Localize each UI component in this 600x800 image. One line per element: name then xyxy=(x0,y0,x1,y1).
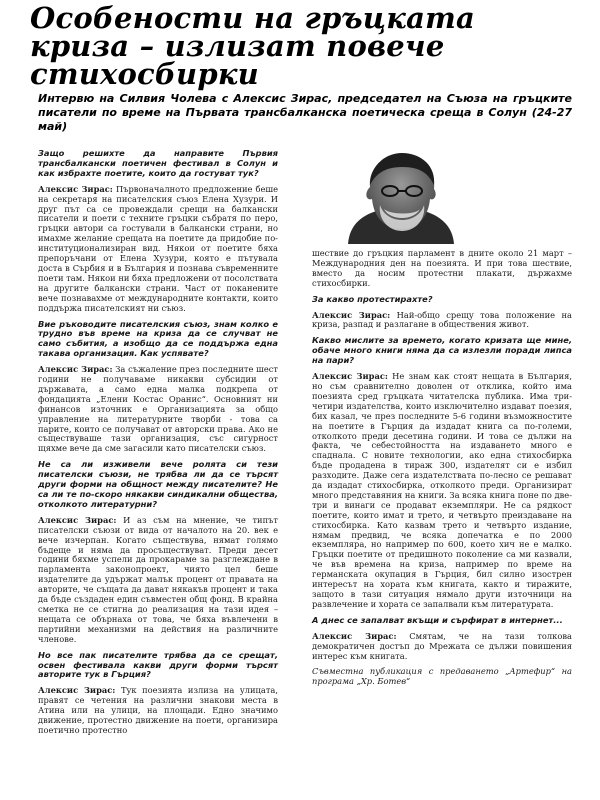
article-lead: Интервю на Силвия Чолева с Алексис Зирас, председател на Съюза на гръцките писатели по време на Първата трансбалканска поетическа среща в Солун (24-27 май) xyxy=(38,92,572,133)
answer-3: Алексис Зирас: И аз съм на мнение, че типът писателски съюзи от вида от началото на 20. век е вече изчерпан. Когато съществува, нямат голямо бъдеще и няма да просъществуват. Преди десет години бяхме успели да прокараме за разглеждане в парламента законопроект, чиято цел беше издателите да удържат малък процент от правата на авторите, че същата да дават някакъв процент и така да бъде създаден един съвместен общ фонд. В крайна сметка не се стигна до реализация на тази идея – нещата се обърнаха от това, че бяха въвлечени в партийни механизми на действия на различните членове. xyxy=(38,514,278,644)
question-4: Но все пак писателите трябва да се срещат, освен фестивала какви други форми търсят авторите тук в Гърция? xyxy=(38,649,278,680)
answer-2: Алексис Зирас: За съжаление през последните шест години не получаваме никакви субсидии от държавата, а само една малка подкрепа от фондацията „Елени Костас Оранис“. Основният ни финансов източник е Организацията за общо управление на литературните творби - това са парите, които се получават от авторски права. Ако не съществуваше тази организация, със сигурност щяхме вече да сме загасили като писателски съюз. xyxy=(38,364,278,454)
portrait-photo xyxy=(330,149,470,244)
portrait-illustration xyxy=(330,149,470,244)
answer-1: Алексис Зирас: Първоначалното предложение беше на секретаря на писателския съюз Елена Хузури. И друг път са се провеждали срещи на балкански писатели и поети с техните гръцки събратя по перо, гръцки автори са гостували в балкански страни, но имахме желание срещата на поетите да придобие по-институционализиран вид. Някои от поетите бяха препоръчани от Елена Хузури, която е пътувала доста в Сърбия и в България и познава съвременните поети там. Някои ни бяха предложени от посолствата на другите балкански страни. Част от поканените вече познавахме от международните контакти, които поддържа писателският ни съюз. xyxy=(38,183,278,313)
answer-7: Алексис Зирас: Смятам, че на тази толкова демократичен достъп до Мрежата се дължи повишения интерес към книгата. xyxy=(312,630,572,661)
question-2: Вие ръководите писателския съюз, знам колко е трудно във време на криза да се случват не само събития, а изобщо да се поддържа една такава организация. Как успявате? xyxy=(38,318,278,359)
column-right xyxy=(312,249,572,693)
answer-5: Алексис Зирас: Най-общо срещу това положение на криза, разпад и разлагане в обществения живот. xyxy=(312,309,572,330)
continuation-paragraph: шествие до гръцкия парламент в дните около 21 март – Международния ден на поезията. И при това шествие, вместо да носим протестни плакати, държахме стихосбирки. xyxy=(312,248,572,288)
answer-6: Алексис Зирас: Не знам как стоят нещата в България, но съм сравнително доволен от отклика, който има поезията сред гръцката читателска публика. Има три-четири издателства, които изключително издават поезия, бих казал, че през последните 5-6 години възможностите на поетите в Гърция да издадат книга са по-големи, отколкото преди десетина години. И това се дължи на факта, че себестойността на издаването много е спаднала. С новите технологии, ако една стихосбирка бъде продадена в тираж 300, издателят си е избил разходите. Даже сега издателствата по-лесно се решават да издадат стихосбирка, отколкото преди. Организират много представяния на книги. За всяка книга поне по две-три и винаги се продават екземпляри. Не са рядкост поетите, които имат и трето, и четвърто преиздаване на стихосбирка. Като казвам трето и четвърто издание, нямам предвид, че всяка допечатка е по 2000 екземпляра, но например по 600, което хич не е малко. Гръцки поетите от предишното поколение са ми казвали, че във времена на криза, например по време на германската окупация в Гърция, бил силно изострен интересът на хората към книгата, както и тиражите, защото в тази ситуация нямало други източници на развлечение и хората се запалвали към литературата. xyxy=(312,371,572,609)
question-7: А днес се запалват вкъщи и сърфират в интернет... xyxy=(312,614,563,625)
question-3: Не са ли изживели вече ролята си тези писателски съюзи, не трябва ли да се търсят други форми на общност между писателите? Не са ли те по-скоро някакви синдикални общества, отколкото литературни? xyxy=(38,459,278,509)
publication-credit: Съвместна публикация с предаването „Артефир“ на програма „Хр. Ботев“ xyxy=(312,666,572,687)
column-left xyxy=(38,149,278,742)
answer-4: Алексис Зирас: Тук поезията излиза на улицата, правят се четения на различни знакови места в Атина или на улици, на площади. Едно значимо движение, протестно движение на поети, организира поетично протестно xyxy=(38,685,278,735)
question-5: За какво протестирахте? xyxy=(312,293,433,304)
question-1: Защо решихте да направите Първия трансбалкански поетичен фестивал в Солун и как избрахте поетите, които да гостуват тук? xyxy=(38,148,278,178)
article-title: Особености на гръцката криза – излизат повече стихосбирки xyxy=(30,1,475,91)
question-6: Какво мислите за времето, когато кризата ще мине, обаче много книги няма да са излезли поради липса на пари? xyxy=(312,335,572,366)
